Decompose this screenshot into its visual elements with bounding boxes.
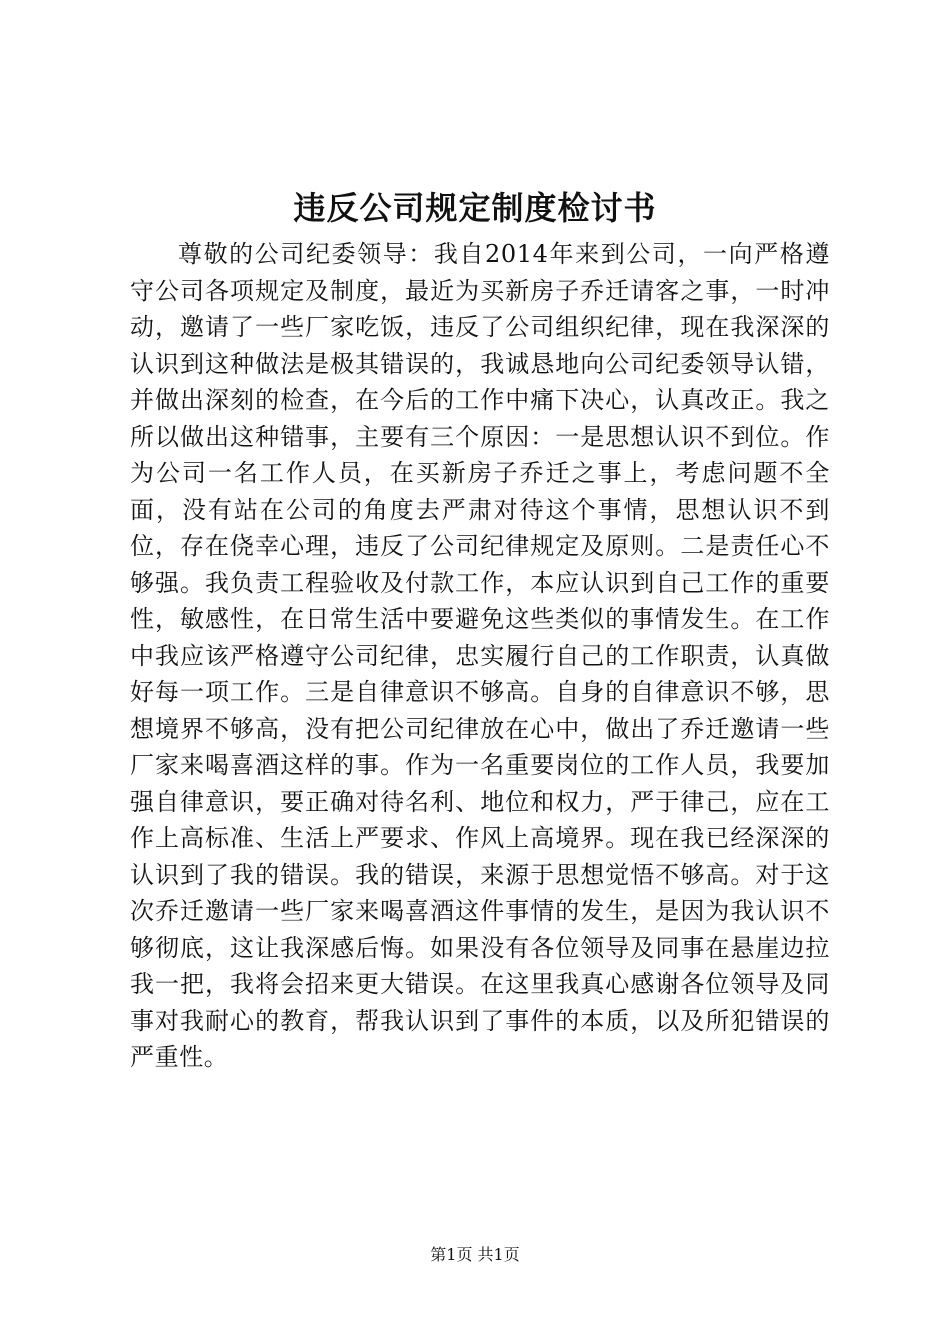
document-title: 违反公司规定制度检讨书 [293, 189, 657, 227]
page-number-footer: 第1页 共1页 [430, 1245, 520, 1264]
document-body-paragraph: 尊敬的公司纪委领导：我自2014年来到公司，一向严格遵守公司各项规定及制度，最近为买新房子乔迁请客之事，一时冲动，邀请了一些厂家吃饭，违反了公司组织纪律，现在我深深的认识到这种做法是极其错误的，我诚恳地向公司纪委领导认错，并做出深刻的检查，在今后的工作中痛下决心，认真改正。我之所以做出这种错事，主要有三个原因：一是思想认识不到位。作为公司一名工作人员，在买新房子乔迁之事上，考虑问题不全面，没有站在公司的角度去严肃对待这个事情，思想认识不到位，存在侥幸心理，违反了公司纪律规定及原则。二是责任心不够强。我负责工程验收及付款工作，本应认识到自己工作的重要性，敏感性，在日常生活中要避免这些类似的事情发生。在工作中我应该严格遵守公司纪律，忠实履行自己的工作职责，认真做好每一项工作。三是自律意识不够高。自身的自律意识不够，思想境界不够高，没有把公司纪律放在心中，做出了乔迁邀请一些厂家来喝喜酒这样的事。作为一名重要岗位的工作人员，我要加强自律意识，要正确对待名利、地位和权力，严于律己，应在工作上高标准、生活上严要求、作风上高境界。现在我已经深深的认识到了我的错误。我的错误，来源于思想觉悟不够高。对于这次乔迁邀请一些厂家来喝喜酒这件事情的发生，是因为我认识不够彻底，这让我深感后悔。如果没有各位领导及同事在悬崖边拉我一把，我将会招来更大错误。在这里我真心感谢各位领导及同事对我耐心的教育，帮我认识到了事件的本质，以及所犯错误的严重性。 [130, 240, 830, 1071]
